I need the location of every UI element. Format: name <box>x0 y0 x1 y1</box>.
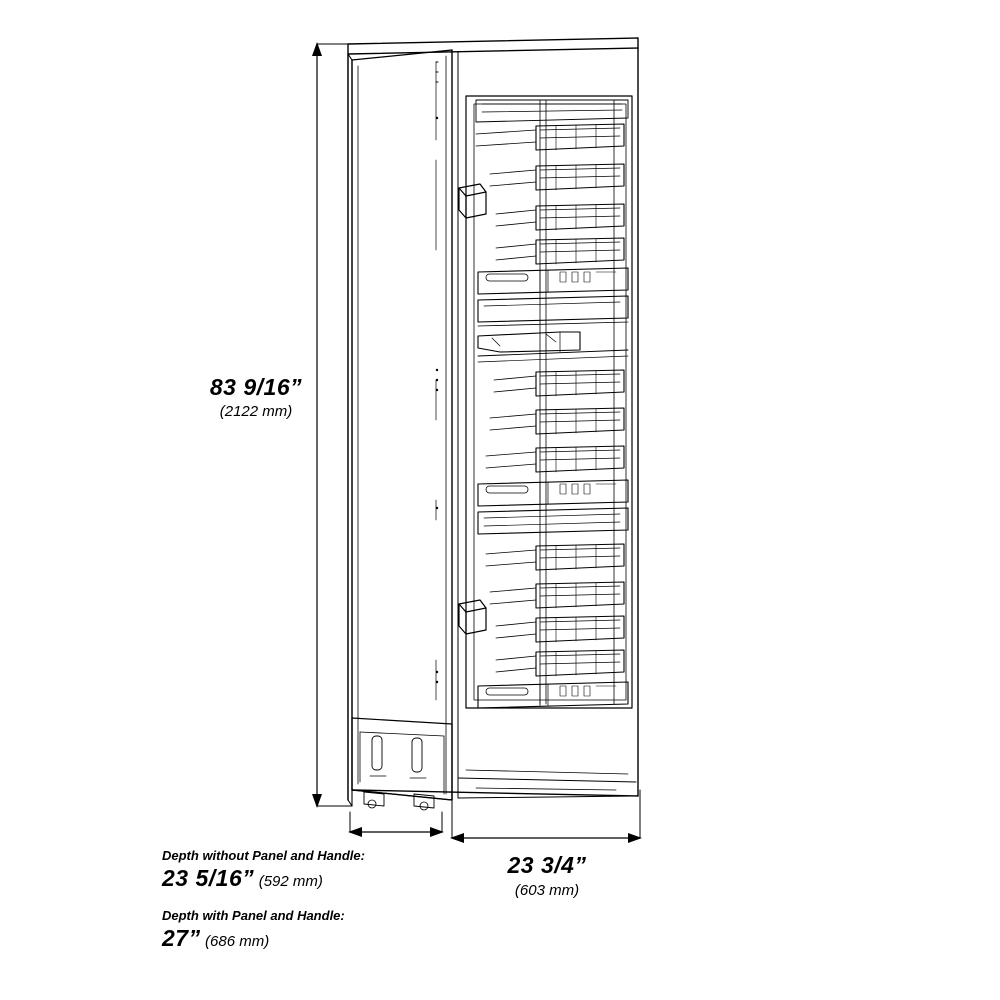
pullout-shelf <box>478 296 628 362</box>
depth-without-panel-imperial: 23 5/16” <box>162 865 255 891</box>
door-handle-upper <box>459 184 486 218</box>
depth-without-panel-metric: (592 mm) <box>258 873 323 890</box>
height-value-metric: (2122 mm) <box>219 403 293 420</box>
wine-shelf-group <box>476 100 628 708</box>
base-assembly <box>352 718 636 810</box>
hinge-detail-marks <box>436 62 438 683</box>
depth-with-panel-caption: Depth with Panel and Handle: <box>162 908 345 923</box>
display-drawer-middle <box>478 480 628 506</box>
height-value-imperial: 83 9/16” <box>209 374 303 400</box>
depth-without-panel-caption: Depth without Panel and Handle: <box>162 848 365 863</box>
height-dimension-arrow <box>312 42 352 808</box>
display-drawer-lower <box>478 682 628 708</box>
door-handle-lower <box>459 600 486 634</box>
depth-dimension-arrow <box>348 812 444 837</box>
open-door-panel <box>352 50 452 800</box>
cabinet-body <box>348 38 638 806</box>
depth-with-panel-metric: (686 mm) <box>205 933 270 950</box>
depth-with-panel-imperial: 27” <box>162 925 201 951</box>
depth-without-panel-label <box>162 848 392 892</box>
width-dimension-label <box>452 852 642 899</box>
width-value-imperial: 23 3/4” <box>507 852 587 878</box>
width-value-metric: (603 mm) <box>514 882 580 899</box>
depth-with-panel-label <box>162 908 392 952</box>
height-dimension-label <box>196 374 316 420</box>
display-drawer-upper <box>478 268 628 294</box>
